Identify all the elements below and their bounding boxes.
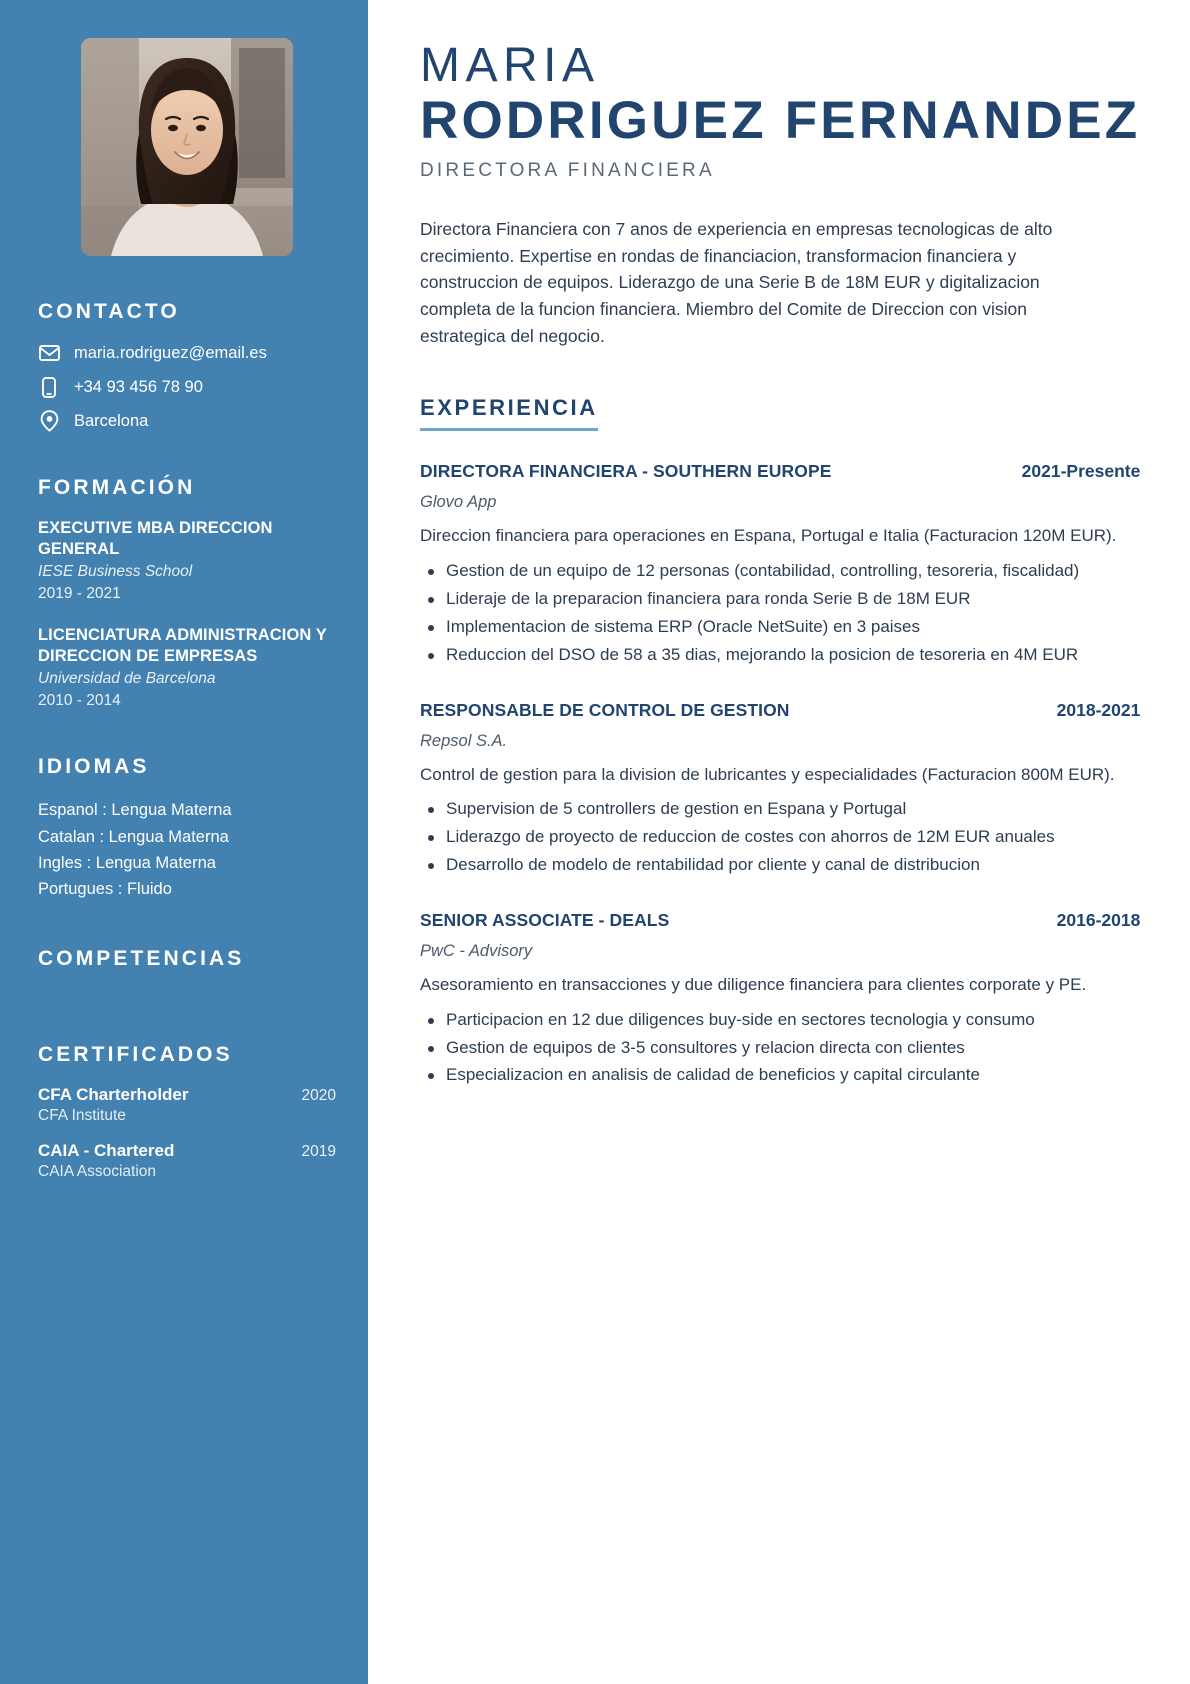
envelope-icon: [38, 342, 60, 364]
experience-company: Glovo App: [420, 493, 497, 512]
experience-description: Asesoramiento en transacciones y due diligence financiera para clientes corporate y PE.: [420, 975, 1087, 995]
language-item: Espanol : Lengua Materna: [38, 801, 232, 820]
education-school: Universidad de Barcelona: [38, 669, 216, 687]
sidebar: [0, 0, 368, 1684]
experience-role: RESPONSABLE DE CONTROL DE GESTION: [420, 699, 790, 720]
experience-bullet: Desarrollo de modelo de rentabilidad por cliente y canal de distribucion: [420, 853, 1140, 878]
experience-bullet-list: [420, 1008, 1140, 1089]
language-item: Portugues : Fluido: [38, 880, 172, 899]
contact-item-location[interactable]: [38, 410, 336, 432]
experience-dates: 2021-Presente: [1021, 461, 1141, 482]
skills-list-empty: [38, 989, 336, 1003]
education-item: [38, 518, 336, 605]
education-item: [38, 625, 336, 712]
certificate-name: CAIA - Chartered: [38, 1140, 175, 1160]
education-dates: 2019 - 2021: [38, 584, 121, 602]
contact-location-value: Barcelona: [74, 411, 149, 430]
professional-title: DIRECTORA FINANCIERA: [420, 160, 715, 182]
experience-bullet-list: [420, 559, 1140, 668]
experience-bullet-list: [420, 797, 1140, 878]
experience-bullet: Supervision de 5 controllers de gestion en Espana y Portugal: [420, 797, 1140, 822]
skills-heading: COMPETENCIAS: [38, 946, 245, 970]
phone-icon: [38, 376, 60, 398]
experience-heading: EXPERIENCIA: [420, 395, 598, 431]
first-name: MARIA: [420, 39, 600, 92]
education-title: EXECUTIVE MBA DIRECCION GENERAL: [38, 519, 273, 559]
experience-entry-header: [420, 461, 1140, 482]
languages-heading: IDIOMAS: [38, 755, 150, 779]
contact-phone-value: +34 93 456 78 90: [74, 377, 203, 396]
experience-entry-header: [420, 910, 1140, 931]
location-pin-icon: [38, 410, 60, 432]
contact-item-email[interactable]: [38, 342, 336, 364]
certificate-item: [38, 1085, 336, 1125]
certificate-org: CAIA Association: [38, 1162, 157, 1180]
avatar: [81, 38, 293, 256]
experience-dates: 2018-2021: [1056, 699, 1141, 720]
experience-role: DIRECTORA FINANCIERA - SOUTHERN EUROPE: [420, 461, 832, 482]
experience-company: Repsol S.A.: [420, 731, 508, 750]
experience-company: PwC - Advisory: [420, 942, 533, 961]
language-item: Catalan : Lengua Materna: [38, 827, 229, 846]
experience-bullet: Participacion en 12 due diligences buy-side en sectores tecnologia y consumo: [420, 1008, 1140, 1033]
profile-summary: Directora Financiera con 7 anos de experiencia en empresas tecnologicas de alto crecimiento. Expertise en rondas de financiacion, transformacion financiera y construccion de equipos. Liderazgo de una Serie B de 18M EUR y digitalizacion completa de la funcion financiera. Miembro del Comite de Direccion con vision estrategica del negocio.: [420, 219, 1053, 346]
certificate-year: 2019: [301, 1142, 336, 1160]
experience-entry: [420, 461, 1140, 667]
experience-bullet: Especializacion en analisis de calidad de beneficios y capital circulante: [420, 1063, 1140, 1088]
language-item: Ingles : Lengua Materna: [38, 853, 216, 872]
contact-email-value: maria.rodriguez@email.es: [74, 343, 267, 362]
experience-bullet: Reduccion del DSO de 58 a 35 dias, mejorando la posicion de tesoreria en 4M EUR: [420, 643, 1140, 668]
experience-description: Control de gestion para la division de lubricantes y especialidades (Facturacion 800M EUR).: [420, 764, 1115, 784]
education-dates: 2010 - 2014: [38, 691, 121, 709]
profile-photo-image: [81, 38, 293, 256]
experience-bullet: Gestion de equipos de 3-5 consultores y relacion directa con clientes: [420, 1036, 1140, 1061]
experience-description: Direccion financiera para operaciones en Espana, Portugal e Italia (Facturacion 120M EUR).: [420, 526, 1117, 546]
experience-bullet: Liderazgo de proyecto de reduccion de costes con ahorros de 12M EUR anuales: [420, 825, 1140, 850]
experience-role: SENIOR ASSOCIATE - DEALS: [420, 910, 670, 931]
education-heading: FORMACIÓN: [38, 476, 196, 499]
main-content: [368, 0, 1190, 1684]
contact-heading: CONTACTO: [38, 300, 180, 323]
experience-entry: [420, 700, 1140, 878]
experience-bullet: Lideraje de la preparacion financiera para ronda Serie B de 18M EUR: [420, 587, 1140, 612]
certificate-name: CFA Charterholder: [38, 1084, 189, 1104]
experience-bullet: Implementacion de sistema ERP (Oracle NetSuite) en 3 paises: [420, 615, 1140, 640]
experience-dates: 2016-2018: [1056, 910, 1141, 931]
certificate-item: [38, 1141, 336, 1181]
last-name: RODRIGUEZ FERNANDEZ: [420, 90, 1141, 150]
experience-bullet: Gestion de un equipo de 12 personas (contabilidad, controlling, tesoreria, fiscalidad): [420, 559, 1140, 584]
experience-entry: [420, 910, 1140, 1088]
contact-item-phone[interactable]: [38, 376, 336, 398]
experience-entry-header: [420, 700, 1140, 721]
certificate-org: CFA Institute: [38, 1106, 126, 1124]
education-title: LICENCIATURA ADMINISTRACION Y DIRECCION DE EMPRESAS: [38, 625, 327, 665]
certificate-year: 2020: [301, 1086, 336, 1104]
education-school: IESE Business School: [38, 563, 193, 581]
certificates-heading: CERTIFICADOS: [38, 1042, 233, 1066]
